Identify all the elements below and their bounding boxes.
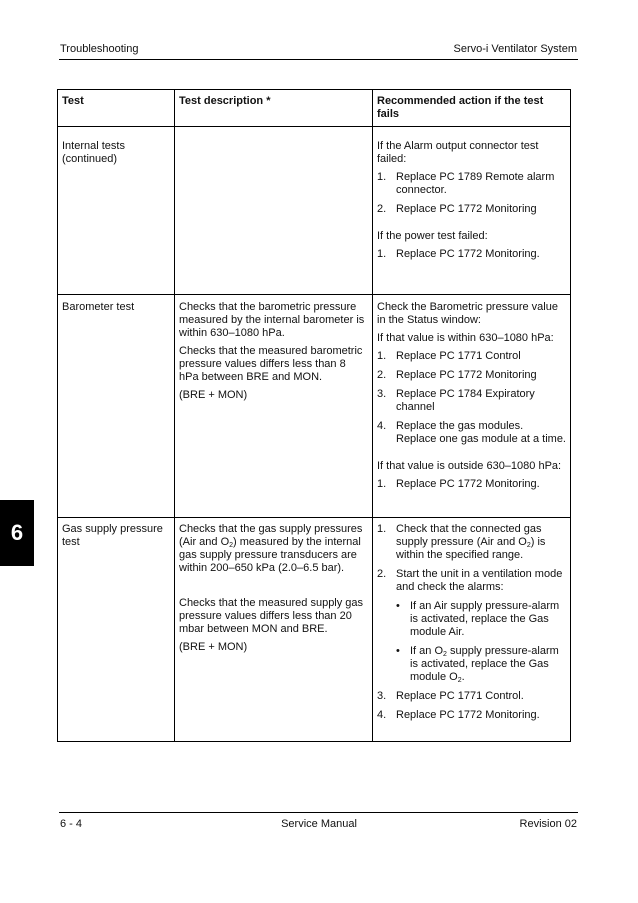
cell-description-gas-supply bbox=[175, 518, 373, 742]
action-intro: Check the Barometric pressure value in the Status window: bbox=[377, 301, 558, 326]
running-header-title: Servo-i Ventilator System bbox=[453, 43, 577, 55]
test-name-line2: (continued) bbox=[62, 153, 118, 165]
action-intro: If the power test failed: bbox=[377, 230, 488, 242]
footer-rule bbox=[59, 812, 578, 813]
test-name-line1: Internal tests bbox=[62, 140, 125, 152]
description-paragraph: Checks that the measured barometric pressure values differs less than 8 hPa between BRE and MON. bbox=[179, 345, 363, 383]
table-header-row bbox=[58, 90, 571, 127]
cell-action-barometer bbox=[373, 295, 571, 518]
column-header-description: Test description * bbox=[175, 90, 373, 127]
cell-action-gas-supply bbox=[373, 518, 571, 742]
list-item: 3. Replace PC 1771 Control. bbox=[377, 690, 524, 702]
cell-test-internal bbox=[58, 127, 175, 295]
list-item: 3. Replace PC 1784 Expiratory channel bbox=[377, 388, 535, 413]
list-item: 1. Replace PC 1771 Control bbox=[377, 350, 521, 362]
cell-action-internal bbox=[373, 127, 571, 295]
bullet-item: • If an Air supply pressure-alarm is activated, replace the Gas module Air. bbox=[396, 600, 560, 638]
list-item: 2. Start the unit in a ventilation mode and check the alarms: bbox=[377, 568, 563, 593]
cell-test-gas-supply: Gas supply pressure test bbox=[58, 518, 175, 742]
chapter-tab: 6 bbox=[0, 500, 34, 566]
action-intro: If that value is within 630–1080 hPa: bbox=[377, 332, 554, 344]
header-rule bbox=[59, 59, 578, 60]
table-row-gas-supply-pressure-test bbox=[58, 518, 571, 742]
troubleshooting-table bbox=[57, 89, 571, 742]
description-paragraph: Checks that the gas supply pressures (Air and $O_2$) measured by the internal gas supply pressure transducers are within 200–650 kPa (2.0–6.5 bar). bbox=[179, 523, 363, 574]
description-paragraph: Checks that the measured supply gas pressure values differs less than 20 mbar between MON and BRE. bbox=[179, 597, 364, 635]
list-item: 4. Replace the gas modules. Replace one gas module at a time. bbox=[377, 420, 566, 445]
revision-label: Revision 02 bbox=[519, 818, 577, 830]
list-item: 1. Replace PC 1772 Monitoring. bbox=[377, 478, 540, 490]
description-paragraph: (BRE + MON) bbox=[179, 389, 248, 401]
page-number: 6 - 4 bbox=[60, 818, 83, 830]
bullet-item: • If an $O_2$ supply pressure-alarm is activated, replace the Gas module $O_2$. bbox=[396, 645, 559, 684]
column-header-test: Test bbox=[58, 90, 175, 127]
action-intro: If that value is outside 630–1080 hPa: bbox=[377, 460, 562, 472]
list-item: 2. Replace PC 1772 Monitoring bbox=[377, 369, 537, 381]
table-row-barometer-test bbox=[58, 295, 571, 518]
list-item: 1. Replace PC 1772 Monitoring. bbox=[377, 248, 540, 260]
cell-description-internal bbox=[175, 127, 373, 295]
cell-description-barometer bbox=[175, 295, 373, 518]
action-intro: If the Alarm output connector test failed: bbox=[377, 140, 539, 165]
list-item: 2. Replace PC 1772 Monitoring bbox=[377, 203, 537, 215]
list-item: 1. Replace PC 1789 Remote alarm connector. bbox=[377, 171, 555, 196]
description-paragraph: Checks that the barometric pressure measured by the internal barometer is within 630–1080 hPa. bbox=[179, 301, 365, 339]
description-paragraph: (BRE + MON) bbox=[179, 641, 248, 653]
list-item: 1. Check that the connected gas supply pressure (Air and $O_2$) is within the specified range. bbox=[377, 523, 546, 561]
column-header-action: Recommended action if the test fails bbox=[373, 90, 571, 127]
running-header-section: Troubleshooting bbox=[60, 43, 139, 55]
table-row-internal-tests bbox=[58, 127, 571, 295]
cell-test-barometer: Barometer test bbox=[58, 295, 175, 518]
document-title: Service Manual bbox=[281, 818, 357, 830]
list-item: 4. Replace PC 1772 Monitoring. bbox=[377, 709, 540, 721]
